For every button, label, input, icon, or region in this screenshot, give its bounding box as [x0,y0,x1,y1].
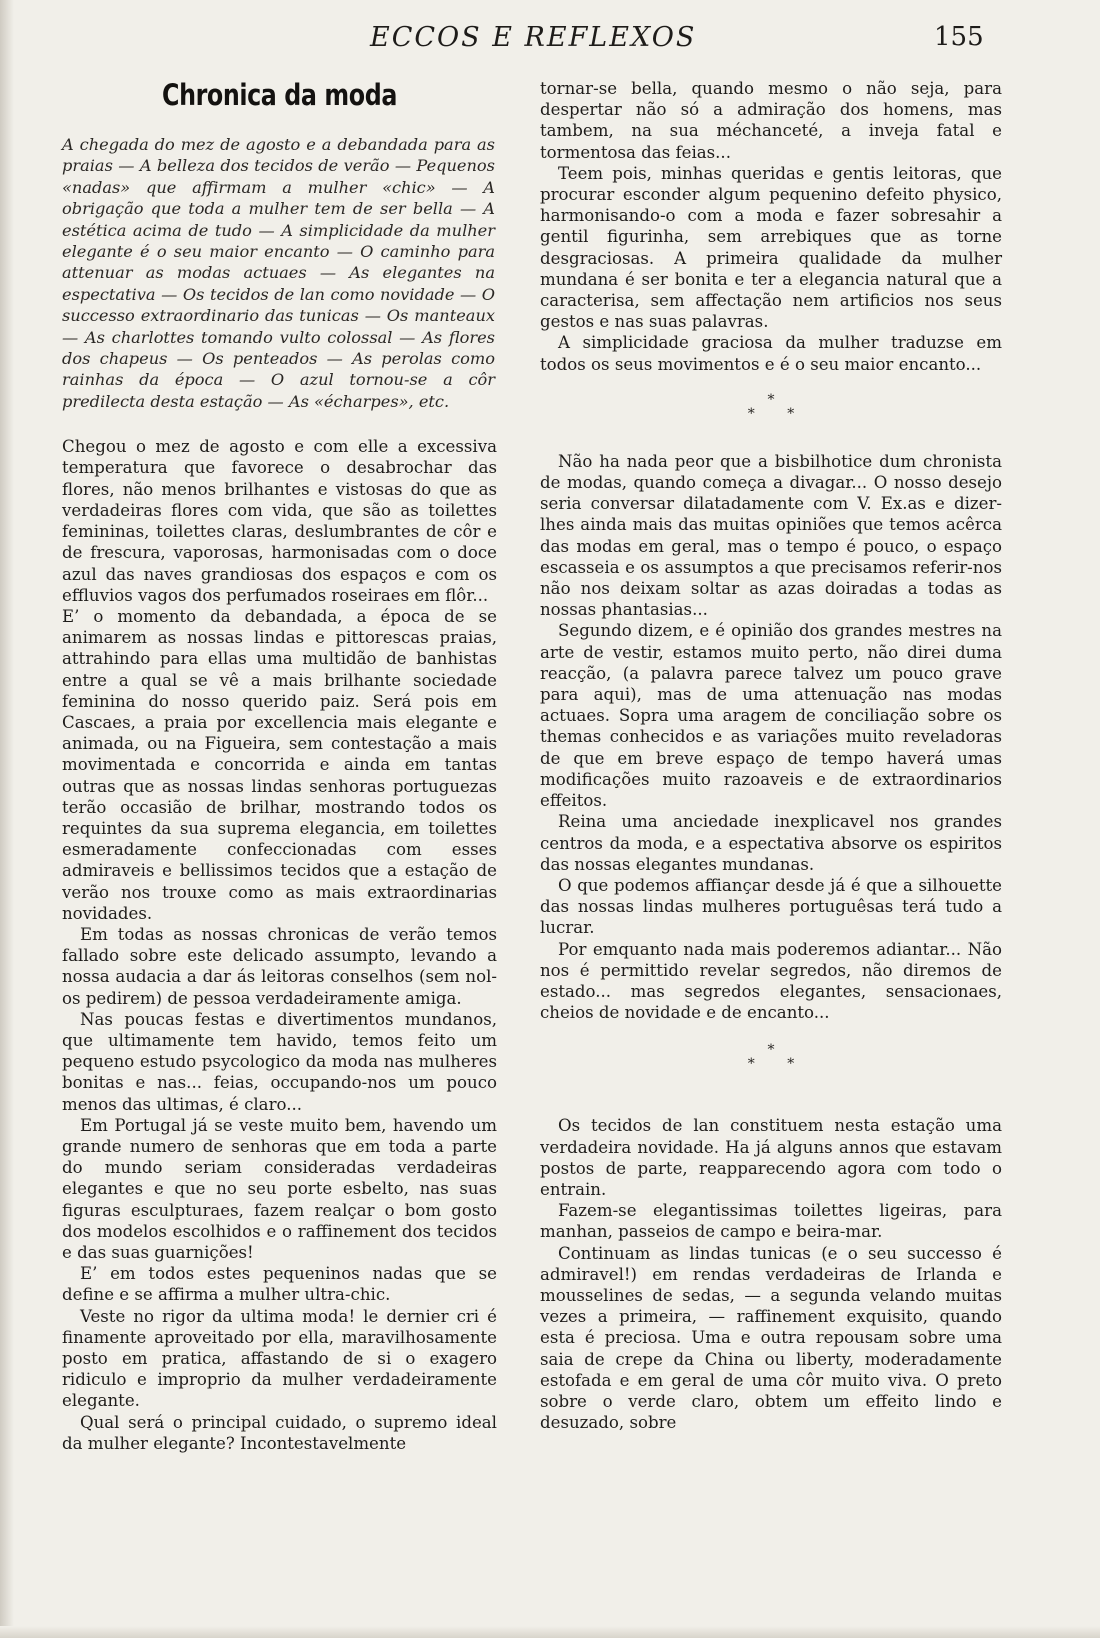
paragraph: Continuam as lindas tunicas (e o seu successo é admiravel!) em rendas verdadeiras de Irlanda e mousselines de sedas, — a segunda velando muitas vezes a primeira, — raffinement exquisito, quando esta é preciosa. Uma e outra repousam sobre uma saia de crepe da China ou liberty, moderadamente estofada e em geral de uma côr muito viva. O preto sobre o verde claro, obtem um effeito lindo e desuzado, sobre [540,1243,1002,1433]
right-column [540,78,1002,1433]
separator-asterisks: * * [747,405,809,422]
paragraph: A simplicidade graciosa da mulher traduzse em todos os seus movimentos e é o seu maior encanto... [540,333,1002,374]
separator-asterisk: * [767,391,775,408]
section-separator [540,1043,1002,1071]
article-title: Chronica da moda [162,78,397,112]
page-edge [0,0,14,1638]
paragraph: E’ em todos estes pequeninos nadas que se define e se affirma a mulher ultra-chic. [62,1264,497,1305]
paragraph: Em todas as nossas chronicas de verão temos fallado sobre este delicado assumpto, levando a nossa audacia a dar ás leitoras conselhos (sem nol-os pedirem) de pessoa verdadeiramente amiga. [62,924,497,1008]
article-summary: A chegada do mez de agosto e a debandada para as praias — A belleza dos tecidos de verão — Pequenos «nadas» que affirmam a mulher «chic» — A obrigação que toda a mulher tem de ser bella — A estética acima de tudo — A simplicidade da mulher elegante é o seu maior encanto — O caminho para attenuar as modas actuaes — As elegantes na espectativa — Os tecidos de lan como novidade — O successo extraordinario das tunicas — Os manteaux — As charlottes tomando vulto colossal — As flores dos chapeus — Os penteados — As perolas como rainhas da época — O azul tornou-se a côr predilecta desta estação — As «écharpes», etc. [62,135,495,411]
paragraph: Segundo dizem, e é opinião dos grandes mestres na arte de vestir, estamos muito perto, não direi duma reacção, (a palavra parece talvez um pouco grave para aqui), mas de uma attenuação nas modas actuaes. Sopra uma aragem de conciliação sobre os themas conhecidos e as variações muito reveladoras de que em breve espaço de tempo haverá umas modificações muito razoaveis e de extraordinarios effeitos. [540,621,1002,811]
page-edge-bottom [0,1626,1100,1638]
paragraph: Teem pois, minhas queridas e gentis leitoras, que procurar esconder algum pequenino defeito physico, harmonisando-o com a moda e fazer sobresahir a gentil figurinha, sem arrebiques que as torne desgraciosas. A primeira qualidade da mulher mundana é ser bonita e ter a elegancia natural que a caracterisa, sem affectação nem artificios nos seus gestos e nas suas palavras. [540,163,1002,332]
paragraph: Em Portugal já se veste muito bem, havendo um grande numero de senhoras que em toda a parte do mundo seriam consideradas verdadeiras elegantes e que no seu porte esbelto, nas suas figuras esculpturaes, fazem realçar o bom gosto dos modelos escolhidos e o raffinement dos tecidos e das suas guarnições! [62,1115,497,1262]
paragraph: tornar-se bella, quando mesmo o não seja, para despertar não só a admiração dos homens, mas tambem, na sua méchanceté, a inveja fatal e tormentosa das feias... [540,79,1002,162]
separator-asterisks: * * [747,1056,809,1073]
page-number: 155 [934,22,984,52]
paragraph: E’ o momento da debandada, a época de se animarem as nossas lindas e pittorescas praias, attrahindo para ellas uma multidão de banhistas entre a qual se vê a mais brilhante sociedade feminina do nosso querido paiz. Será pois em Cascaes, a praia por excellencia mais elegante e animada, ou na Figueira, sem contestação a mais movimentada e concorrida e ainda em tantas outras que as nossas lindas senhoras portuguezas terão occasião de brilhar, mostrando todos os requintes da sua suprema elegancia, em toilettes esmeradamente confeccionadas com esses admiraveis e bellissimos tecidos que a estação de verão nos trouxe como as mais extraordinarias novidades. [62,606,497,923]
paragraph: Qual será o principal cuidado, o supremo ideal da mulher elegante? Incontestavelmente [62,1412,497,1453]
paragraph: Chegou o mez de agosto e com elle a excessiva temperatura que favorece o desabrochar das flores, não menos brilhantes e vistosas do que as verdadeiras flores com vida, que são as toilettes femininas, toilettes claras, deslumbrantes de côr e de frescura, vaporosas, harmonisadas com o doce azul das naves grandiosas dos espaços e com os effluvios vagos dos perfumados roseiraes em flôr... [62,437,497,605]
paragraph: Não ha nada peor que a bisbilhotice dum chronista de modas, quando começa a divagar... O nosso desejo seria conversar dilatadamente com V. Ex.as e dizer-lhes ainda mais das muitas opiniões que temos acêrca das modas em geral, mas o tempo é pouco, o espaço escasseia e os assumptos a que precisamos referir-nos não nos deixam soltar as azas doiradas a todas as nossas phantasias... [540,451,1002,620]
paragraph: Os tecidos de lan constituem nesta estação uma verdadeira novidade. Ha já alguns annos que estavam postos de parte, reapparecendo agora com todo o entrain. [540,1116,1002,1199]
running-head: ECCOS E REFLEXOS [370,22,697,53]
paragraph: Fazem-se elegantissimas toilettes ligeiras, para manhan, passeios de campo e beira-mar. [540,1201,1002,1242]
paragraph: O que podemos affiançar desde já é que a silhouette das nossas lindas mulheres portuguêsas terá tudo a lucrar. [540,875,1002,938]
section-separator [540,393,1002,421]
paragraph: Reina uma anciedade inexplicavel nos grandes centros da moda, e a espectativa absorve os espiritos das nossas elegantes mundanas. [540,812,1002,874]
paragraph: Nas poucas festas e divertimentos mundanos, que ultimamente tem havido, temos feito um pequeno estudo psycologico da moda nas mulheres bonitas e nas... feias, occupando-nos um pouco menos das ultimas, é claro... [62,1009,497,1114]
paragraph: Veste no rigor da ultima moda! le dernier cri é finamente aproveitado por ella, maravilhosamente posto em pratica, affastando de si o exagero ridiculo e improprio da mulher verdadeiramente elegante. [62,1306,497,1411]
paragraph: Por emquanto nada mais poderemos adiantar... Não nos é permittido revelar segredos, não diremos de estado... mas segredos elegantes, sensacionaes, cheios de novidade e de encanto... [540,939,1002,1023]
page-header [0,20,1100,60]
separator-asterisk: * [767,1042,775,1059]
left-column [62,78,497,1454]
